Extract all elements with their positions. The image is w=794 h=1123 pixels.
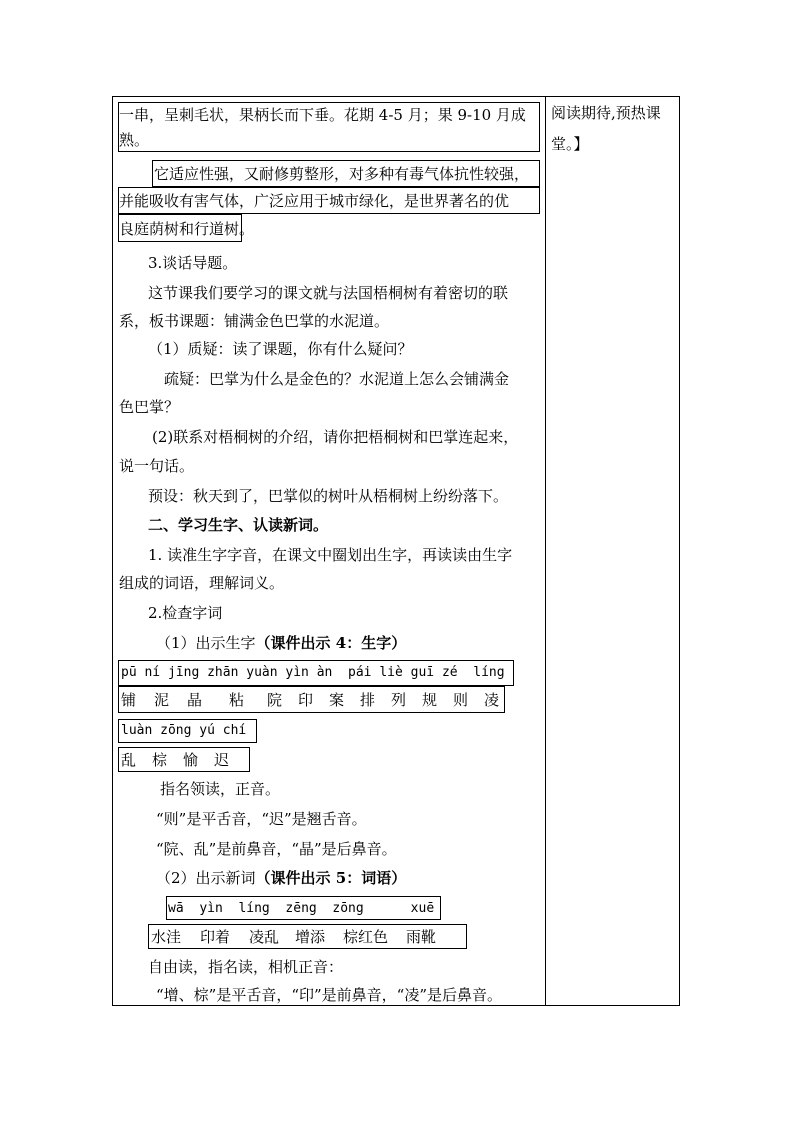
intro-line-4: 并能吸收有害气体，广泛应用于城市绿化，是世界著名的优	[119, 192, 510, 210]
char-item: 凌	[484, 691, 500, 709]
words-row	[151, 926, 446, 948]
intro-line-5: 良庭荫树和行道树。	[119, 220, 255, 238]
char-item: 棕	[152, 751, 168, 769]
intro-line-1: 一串，呈刺毛状，果柄长而下垂。花期 4-5 月；果 9-10 月成	[119, 106, 526, 124]
pinyin-item: pū	[121, 665, 137, 680]
read-line-1: 指名领读，正音。	[160, 780, 281, 798]
char-item: 乱	[121, 751, 137, 769]
word-pinyin-item: líng	[238, 901, 270, 916]
section-a-preset: 预设：秋天到了，巴掌似的树叶从梧桐树上纷纷落下。	[148, 487, 509, 505]
right-column-note: 阅读期待,预热课堂。】	[551, 104, 661, 153]
word-pinyin-item: yìn	[199, 901, 223, 916]
pinyin-item: yú	[199, 723, 215, 738]
pinyin-item: àn	[316, 665, 333, 680]
section-a-q2a: (2)联系对梧桐树的介绍，请你把梧桐树和巴掌连起来，	[152, 428, 519, 446]
word-item: 棕红色	[343, 928, 389, 946]
word-item: 印着	[200, 928, 231, 946]
section-b-sub2	[156, 867, 406, 889]
pinyin-row-2	[121, 720, 246, 742]
free-read-1: 自由读，指名读，相机正音：	[148, 958, 344, 976]
pinyin-item: yuàn	[246, 665, 278, 680]
word-item: 雨靴	[406, 928, 437, 946]
chars-row-1	[121, 689, 504, 711]
section-a-q2b: 说一句话。	[119, 457, 195, 475]
word-item: 凌乱	[249, 928, 280, 946]
sub1-label: （1）出示生字	[156, 634, 256, 652]
intro-line-2: 熟。	[119, 131, 150, 149]
section-a-s1b: 色巴掌？	[119, 398, 180, 416]
pinyin-item: jīng	[167, 665, 200, 680]
pinyin-item: yìn	[285, 665, 309, 680]
chars-row-2	[121, 749, 234, 771]
pinyin-row-1	[121, 662, 505, 684]
char-item: 晶	[187, 691, 203, 709]
word-pinyin-item: zōng	[332, 901, 364, 916]
word-item: 水洼	[151, 928, 182, 946]
char-item: 案	[329, 691, 345, 709]
sub1-bold: （课件出示 4：生字）	[255, 634, 407, 652]
section-b-p1a: 1. 读准生字字音，在课文中圈划出生字，再读读由生字	[148, 546, 513, 564]
word-pinyin-row	[168, 898, 434, 920]
column-divider	[545, 96, 546, 1006]
read-line-2: “则”是平舌音，“迟”是翘舌音。	[156, 810, 367, 828]
word-pinyin-item: zēng	[285, 901, 317, 916]
char-item: 迟	[214, 751, 230, 769]
char-item: 铺	[121, 691, 137, 709]
section-b-sub1	[156, 632, 406, 654]
section-b-heading: 二、学习生字、认读新词。	[148, 516, 329, 534]
section-a-p1a: 这节课我们要学习的课文就与法国梧桐树有着密切的联	[148, 284, 509, 302]
char-item: 愉	[183, 751, 199, 769]
char-item: 印	[298, 691, 314, 709]
pinyin-item: chí	[222, 723, 247, 738]
free-read-2: “增、棕”是平舌音，“印”是前鼻音，“凌”是后鼻音。	[156, 986, 503, 1004]
section-b-p1b: 组成的词语，理解词义。	[119, 574, 285, 592]
intro-line-3: 它适应性强，又耐修剪整形，对多种有毒气体抗性较强，	[154, 165, 530, 183]
char-item: 泥	[154, 691, 170, 709]
read-line-3: “院、乱”是前鼻音，“晶”是后鼻音。	[156, 840, 397, 858]
pinyin-item: zé	[441, 665, 458, 680]
char-item: 排	[360, 691, 376, 709]
word-pinyin-item: wā	[168, 901, 184, 916]
section-a-s1a: 疏疑：巴掌为什么是金色的？水泥道上怎么会铺满金	[164, 370, 510, 388]
section-b-p2: 2.检查字词	[148, 604, 223, 622]
pinyin-item: liè	[379, 665, 403, 680]
pinyin-item: pái	[348, 665, 372, 680]
pinyin-item: luàn	[121, 723, 153, 738]
section-a-heading: 3.谈话导题。	[148, 254, 238, 272]
section-a-p1b: 系，板书课题：铺满金色巴掌的水泥道。	[119, 312, 390, 330]
pinyin-item: guī	[410, 665, 435, 680]
pinyin-item: líng	[473, 665, 505, 680]
char-item: 则	[453, 691, 469, 709]
pinyin-item: zōng	[160, 723, 192, 738]
char-item: 规	[422, 691, 438, 709]
word-pinyin-item: xuē	[410, 901, 435, 916]
sub2-label: （2）出示新词	[156, 869, 256, 887]
char-item: 列	[391, 691, 407, 709]
word-item: 增添	[295, 928, 326, 946]
section-a-q1: （1）质疑：读了课题，你有什么疑问？	[148, 340, 413, 358]
char-item: 粘	[229, 691, 245, 709]
char-item: 院	[267, 691, 283, 709]
pinyin-item: ní	[144, 665, 161, 680]
sub2-bold: （课件出示 5：词语）	[255, 869, 407, 887]
pinyin-item: zhān	[207, 665, 239, 680]
